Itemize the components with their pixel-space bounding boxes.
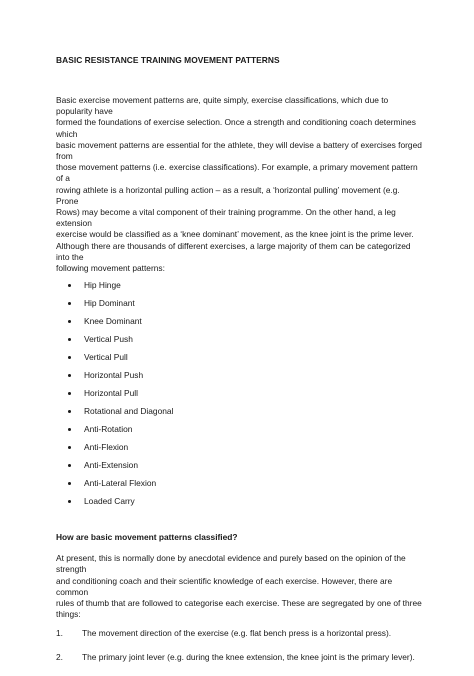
list-item bbox=[56, 496, 422, 514]
list-item bbox=[56, 388, 422, 406]
list-item bbox=[56, 370, 422, 388]
bullet-icon bbox=[68, 464, 71, 467]
list-item-label: Anti-Rotation bbox=[84, 424, 133, 435]
intro-line: exercise would be classified as a ‘knee dominant’ movement, as the knee joint is the prime lever. bbox=[56, 229, 414, 240]
list-item-label: Vertical Push bbox=[84, 334, 133, 345]
classification-paragraph bbox=[56, 553, 422, 620]
document-title: BASIC RESISTANCE TRAINING MOVEMENT PATTERNS bbox=[56, 55, 280, 65]
intro-line: rowing athlete is a horizontal pulling action – as a result, a ‘horizontal pulling’ movement (e.g. Prone bbox=[56, 184, 400, 206]
intro-line: Rows) may become a vital component of their training programme. On the other hand, a leg extension bbox=[56, 207, 396, 229]
bullet-icon bbox=[68, 302, 71, 305]
classification-line: At present, this is normally done by anecdotal evidence and purely based on the opinion of the strength bbox=[56, 553, 406, 575]
bullet-icon bbox=[68, 284, 71, 287]
list-item-label: Anti-Lateral Flexion bbox=[84, 478, 157, 489]
list-item bbox=[56, 298, 422, 316]
bullet-icon bbox=[68, 338, 71, 341]
list-item-label: Hip Dominant bbox=[84, 298, 135, 309]
list-item bbox=[56, 628, 422, 652]
bullet-icon bbox=[68, 392, 71, 395]
section-subheading: How are basic movement patterns classified? bbox=[56, 532, 238, 543]
intro-line: those movement patterns (i.e. exercise classifications). For example, a primary movement pattern of a bbox=[56, 162, 418, 184]
bullet-icon bbox=[68, 320, 71, 323]
list-number: 1. bbox=[56, 628, 63, 639]
intro-line: basic movement patterns are essential for the athlete, they will devise a battery of exercises forged from bbox=[56, 139, 422, 162]
list-item bbox=[56, 460, 422, 478]
list-item-label: Loaded Carry bbox=[84, 496, 135, 507]
list-item bbox=[56, 280, 422, 298]
bullet-icon bbox=[68, 500, 71, 503]
list-item-label: Anti-Flexion bbox=[84, 442, 129, 453]
movement-patterns-list bbox=[56, 280, 422, 514]
list-item bbox=[56, 424, 422, 442]
list-item-label: Hip Hinge bbox=[84, 280, 121, 291]
list-item bbox=[56, 652, 422, 676]
classification-rules-list bbox=[56, 628, 422, 676]
list-item bbox=[56, 406, 422, 424]
list-item-label: Horizontal Push bbox=[84, 370, 144, 381]
list-number: 2. bbox=[56, 652, 63, 663]
list-item-label: Knee Dominant bbox=[84, 316, 142, 327]
list-item-label: The primary joint lever (e.g. during the knee extension, the knee joint is the primary lever). bbox=[82, 652, 415, 663]
classification-line: rules of thumb that are followed to categorise each exercise. These are segregated by one of three bbox=[56, 598, 422, 609]
intro-line: formed the foundations of exercise selection. Once a strength and conditioning coach determines which bbox=[56, 117, 416, 139]
bullet-icon bbox=[68, 356, 71, 359]
document-content bbox=[56, 55, 422, 676]
intro-paragraph bbox=[56, 95, 422, 274]
list-item-label: Vertical Pull bbox=[84, 352, 128, 363]
list-item bbox=[56, 316, 422, 334]
intro-line: Although there are thousands of different exercises, a large majority of them can be categorized into the bbox=[56, 240, 411, 262]
bullet-icon bbox=[68, 410, 71, 413]
list-item-label: The movement direction of the exercise (e.g. flat bench press is a horizontal press). bbox=[82, 628, 392, 639]
bullet-icon bbox=[68, 482, 71, 485]
list-item bbox=[56, 442, 422, 460]
intro-line: Basic exercise movement patterns are, quite simply, exercise classifications, which due to popularity have bbox=[56, 95, 389, 117]
bullet-icon bbox=[68, 428, 71, 431]
list-item-label: Rotational and Diagonal bbox=[84, 406, 174, 417]
bullet-icon bbox=[68, 374, 71, 377]
list-item bbox=[56, 334, 422, 352]
classification-line: and conditioning coach and their scientific knowledge of each exercise. However, there are common bbox=[56, 575, 393, 597]
intro-line: following movement patterns: bbox=[56, 263, 165, 274]
classification-line: things: bbox=[56, 609, 81, 620]
list-item-label: Anti-Extension bbox=[84, 460, 138, 471]
list-item bbox=[56, 478, 422, 496]
list-item bbox=[56, 352, 422, 370]
bullet-icon bbox=[68, 446, 71, 449]
list-item-label: Horizontal Pull bbox=[84, 388, 138, 399]
